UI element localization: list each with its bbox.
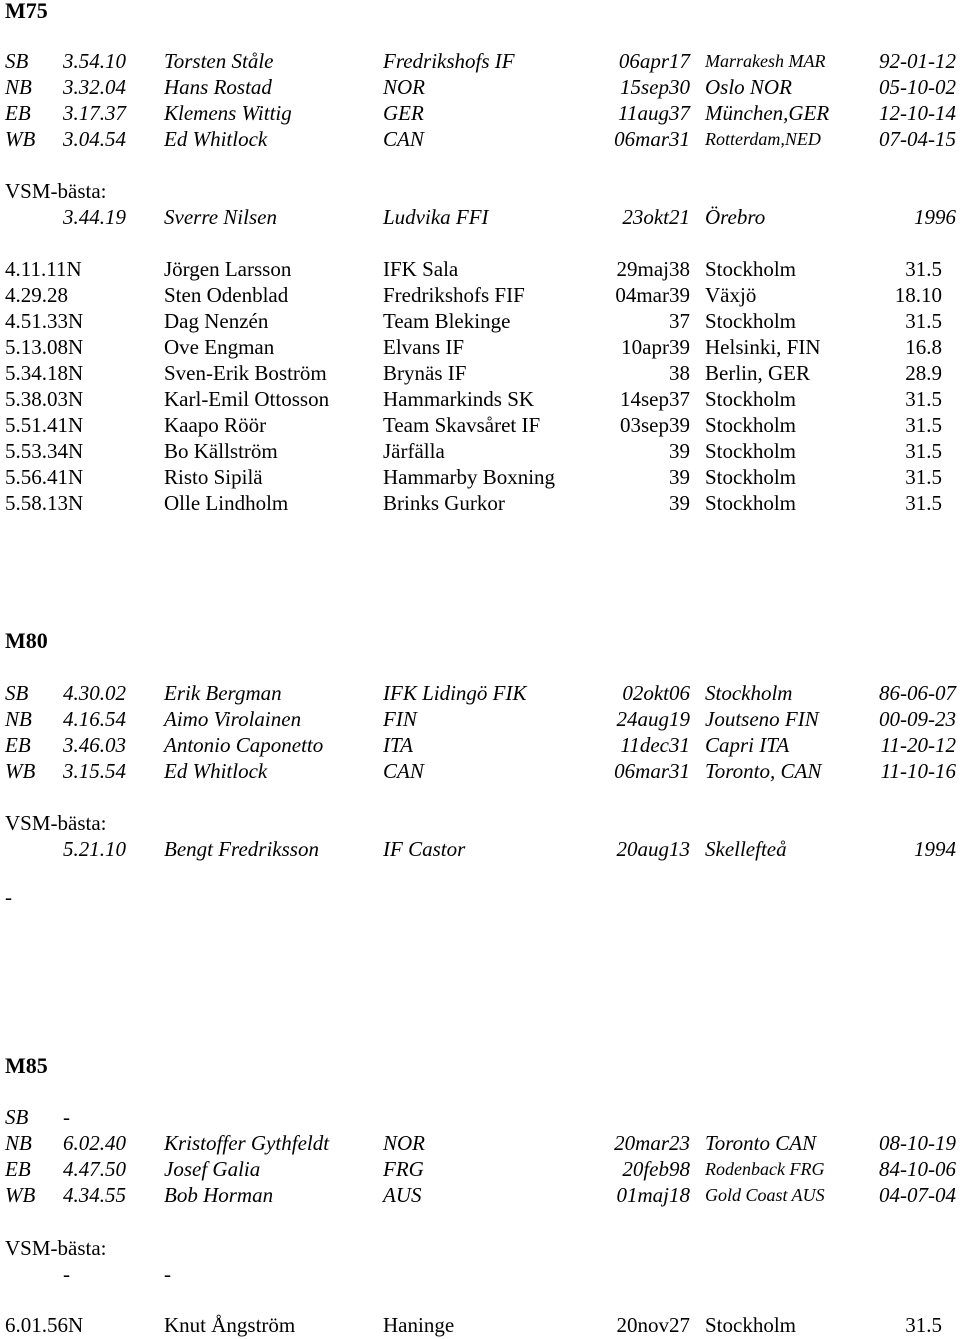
record-date: 86-06-07: [879, 681, 956, 705]
record-name: Aimo Virolainen: [164, 707, 302, 731]
result-name: Risto Sipilä: [164, 465, 263, 489]
record-code: NB: [5, 1131, 32, 1155]
result-birthdate: 14sep37: [620, 387, 690, 411]
record-date: 92-01-12: [879, 49, 956, 73]
record-date: 11-20-12: [880, 733, 956, 757]
record-date: 04-07-04: [879, 1183, 956, 1207]
record-code: SB: [5, 1105, 29, 1129]
record-time: 4.47.50: [63, 1157, 126, 1181]
record-row: [0, 706, 960, 732]
result-row: [0, 1312, 960, 1338]
record-code: EB: [5, 101, 31, 125]
result-place: Växjö: [705, 283, 757, 307]
record-birthdate: 20feb98: [622, 1157, 690, 1181]
record-place: Capri ITA: [705, 733, 790, 757]
result-name: Sten Odenblad: [164, 283, 289, 307]
result-date: 16.8: [905, 335, 942, 359]
record-birthdate: 06mar31: [614, 127, 690, 151]
record-time: 3.04.54: [63, 127, 126, 151]
record-row: [0, 1104, 960, 1130]
record-birthdate: 24aug19: [616, 707, 690, 731]
result-time: 6.01.56N: [5, 1313, 84, 1337]
result-time: 4.51.33N: [5, 309, 84, 333]
result-date: 31.5: [905, 439, 942, 463]
vsm-birthdate: 20aug13: [616, 837, 690, 861]
result-birthdate: 03sep39: [620, 413, 690, 437]
record-time: 6.02.40: [63, 1131, 126, 1155]
record-date: 12-10-14: [879, 101, 956, 125]
result-name: Knut Ångström: [164, 1313, 296, 1337]
vsm-birthdate: 23okt21: [622, 205, 690, 229]
result-name: Karl-Emil Ottosson: [164, 387, 330, 411]
section-heading-m80: M80: [5, 628, 48, 653]
record-date: 05-10-02: [879, 75, 956, 99]
record-code: EB: [5, 733, 31, 757]
record-row: [0, 758, 960, 784]
record-place: Rotterdam,NED: [705, 129, 821, 149]
record-place: Gold Coast AUS: [705, 1185, 825, 1205]
result-place: Stockholm: [705, 439, 797, 463]
result-place: Helsinki, FIN: [705, 335, 821, 359]
record-birthdate: 11dec31: [620, 733, 690, 757]
record-club: FRG: [383, 1157, 424, 1181]
record-name: Bob Horman: [164, 1183, 274, 1207]
result-club: Haninge: [383, 1313, 455, 1337]
vsm-best-label: VSM-bästa:: [5, 179, 107, 203]
vsm-best-row: [0, 836, 960, 862]
result-birthdate: 37: [669, 309, 690, 333]
record-code: NB: [5, 707, 32, 731]
empty-results-dash: -: [5, 885, 12, 909]
result-row: [0, 386, 960, 412]
result-name: Sven-Erik Boström: [164, 361, 327, 385]
result-date: 31.5: [905, 309, 942, 333]
result-date: 31.5: [905, 413, 942, 437]
result-time: 4.11.11N: [5, 257, 82, 281]
result-birthdate: 39: [669, 465, 690, 489]
result-date: 31.5: [905, 491, 942, 515]
result-club: Brynäs IF: [383, 361, 467, 385]
record-time: 4.30.02: [63, 681, 126, 705]
record-time: 3.46.03: [63, 733, 126, 757]
result-row: [0, 412, 960, 438]
result-birthdate: 39: [669, 491, 690, 515]
record-date: 08-10-19: [879, 1131, 956, 1155]
result-time: 5.53.34N: [5, 439, 84, 463]
record-club: Fredrikshofs IF: [383, 49, 515, 73]
result-birthdate: 04mar39: [615, 283, 690, 307]
record-name: Erik Bergman: [164, 681, 282, 705]
record-place: Joutseno FIN: [705, 707, 819, 731]
vsm-year: 1996: [914, 205, 956, 229]
record-code: SB: [5, 49, 29, 73]
result-date: 31.5: [905, 1313, 942, 1337]
record-club: AUS: [383, 1183, 422, 1207]
result-club: IFK Sala: [383, 257, 459, 281]
record-club: CAN: [383, 759, 424, 783]
result-row: [0, 308, 960, 334]
record-time: 3.32.04: [63, 75, 126, 99]
record-club: NOR: [383, 75, 425, 99]
section-heading-m85: M85: [5, 1053, 48, 1078]
record-birthdate: 06apr17: [618, 49, 690, 73]
result-name: Bo Källström: [164, 439, 278, 463]
result-club: Hammarkinds SK: [383, 387, 535, 411]
record-name: Hans Rostad: [164, 75, 272, 99]
result-club: Team Skavsåret IF: [383, 413, 541, 437]
record-code: NB: [5, 75, 32, 99]
record-row: [0, 74, 960, 100]
result-place: Stockholm: [705, 465, 797, 489]
record-date: 84-10-06: [879, 1157, 956, 1181]
record-date: 00-09-23: [879, 707, 956, 731]
vsm-place: Skellefteå: [705, 837, 787, 861]
section-heading-m75: M75: [5, 0, 48, 23]
vsm-club: IF Castor: [383, 837, 466, 861]
record-row: [0, 680, 960, 706]
record-place: München,GER: [705, 101, 830, 125]
record-time: 4.34.55: [63, 1183, 126, 1207]
result-time: 5.38.03N: [5, 387, 84, 411]
record-name: Ed Whitlock: [164, 759, 268, 783]
record-place: Marrakesh MAR: [705, 51, 826, 71]
record-row: [0, 1156, 960, 1182]
record-name: Ed Whitlock: [164, 127, 268, 151]
record-place: Oslo NOR: [705, 75, 792, 99]
vsm-name: Bengt Fredriksson: [164, 837, 319, 861]
record-club: GER: [383, 101, 424, 125]
result-date: 31.5: [905, 465, 942, 489]
result-birthdate: 10apr39: [621, 335, 690, 359]
result-date: 31.5: [905, 387, 942, 411]
vsm-time: 5.21.10: [63, 837, 126, 861]
record-club: ITA: [383, 733, 413, 757]
result-time: 5.51.41N: [5, 413, 84, 437]
result-row: [0, 438, 960, 464]
record-club: FIN: [383, 707, 417, 731]
result-place: Berlin, GER: [705, 361, 810, 385]
vsm-time: 3.44.19: [63, 205, 126, 229]
result-place: Stockholm: [705, 491, 797, 515]
record-row: [0, 1182, 960, 1208]
record-birthdate: 01maj18: [616, 1183, 690, 1207]
vsm-year: 1994: [914, 837, 956, 861]
result-club: Hammarby Boxning: [383, 465, 556, 489]
result-date: 28.9: [905, 361, 942, 385]
record-place: Rodenback FRG: [705, 1159, 825, 1179]
vsm-best-label: VSM-bästa:: [5, 811, 107, 835]
result-name: Jörgen Larsson: [164, 257, 292, 281]
result-place: Stockholm: [705, 413, 797, 437]
vsm-best-row: [0, 204, 960, 230]
record-date: 11-10-16: [880, 759, 956, 783]
record-code: WB: [5, 759, 36, 783]
result-club: Fredrikshofs FIF: [383, 283, 525, 307]
record-name: Antonio Caponetto: [164, 733, 324, 757]
result-birthdate: 39: [669, 439, 690, 463]
result-row: [0, 490, 960, 516]
result-time: 5.34.18N: [5, 361, 84, 385]
result-row: [0, 256, 960, 282]
result-club: Brinks Gurkor: [383, 491, 505, 515]
vsm-club: Ludvika FFI: [383, 205, 489, 229]
result-birthdate: 38: [669, 361, 690, 385]
record-club: IFK Lidingö FIK: [383, 681, 527, 705]
record-time: 3.54.10: [63, 49, 126, 73]
result-time: 5.56.41N: [5, 465, 84, 489]
result-name: Kaapo Röör: [164, 413, 267, 437]
record-place: Stockholm: [705, 681, 793, 705]
record-code: SB: [5, 681, 29, 705]
result-name: Ove Engman: [164, 335, 275, 359]
record-time: -: [63, 1105, 70, 1129]
vsm-empty-dash: -: [164, 1262, 171, 1286]
record-time: 3.17.37: [63, 101, 126, 125]
record-place: Toronto, CAN: [705, 759, 822, 783]
record-name: Torsten Ståle: [164, 49, 274, 73]
record-row: [0, 48, 960, 74]
record-date: 07-04-15: [879, 127, 956, 151]
result-row: [0, 464, 960, 490]
result-date: 18.10: [894, 283, 942, 307]
result-name: Dag Nenzén: [164, 309, 269, 333]
record-row: [0, 100, 960, 126]
vsm-empty-dash: -: [63, 1262, 70, 1286]
result-club: Järfälla: [383, 439, 445, 463]
record-place: Toronto CAN: [705, 1131, 817, 1155]
record-birthdate: 20mar23: [614, 1131, 690, 1155]
record-row: [0, 126, 960, 152]
record-time: 4.16.54: [63, 707, 126, 731]
record-code: EB: [5, 1157, 31, 1181]
record-time: 3.15.54: [63, 759, 126, 783]
record-name: Kristoffer Gythfeldt: [164, 1131, 330, 1155]
result-club: Elvans IF: [383, 335, 465, 359]
record-birthdate: 02okt06: [622, 681, 690, 705]
result-club: Team Blekinge: [383, 309, 511, 333]
record-name: Klemens Wittig: [164, 101, 292, 125]
record-club: NOR: [383, 1131, 425, 1155]
result-place: Stockholm: [705, 309, 797, 333]
vsm-name: Sverre Nilsen: [164, 205, 277, 229]
vsm-best-label: VSM-bästa:: [5, 1236, 107, 1260]
result-time: 4.29.28: [5, 283, 68, 307]
record-row: [0, 1130, 960, 1156]
result-birthdate: 29maj38: [616, 257, 690, 281]
record-birthdate: 06mar31: [614, 759, 690, 783]
result-name: Olle Lindholm: [164, 491, 289, 515]
result-date: 31.5: [905, 257, 942, 281]
result-place: Stockholm: [705, 257, 797, 281]
result-place: Stockholm: [705, 387, 797, 411]
record-birthdate: 11aug37: [618, 101, 690, 125]
record-birthdate: 15sep30: [620, 75, 690, 99]
result-time: 5.58.13N: [5, 491, 84, 515]
result-place: Stockholm: [705, 1313, 797, 1337]
vsm-place: Örebro: [705, 205, 766, 229]
record-name: Josef Galia: [164, 1157, 261, 1181]
result-birthdate: 20nov27: [616, 1313, 690, 1337]
result-row: [0, 334, 960, 360]
result-row: [0, 282, 960, 308]
result-row: [0, 360, 960, 386]
record-code: WB: [5, 127, 36, 151]
record-row: [0, 732, 960, 758]
record-club: CAN: [383, 127, 424, 151]
result-time: 5.13.08N: [5, 335, 84, 359]
record-code: WB: [5, 1183, 36, 1207]
